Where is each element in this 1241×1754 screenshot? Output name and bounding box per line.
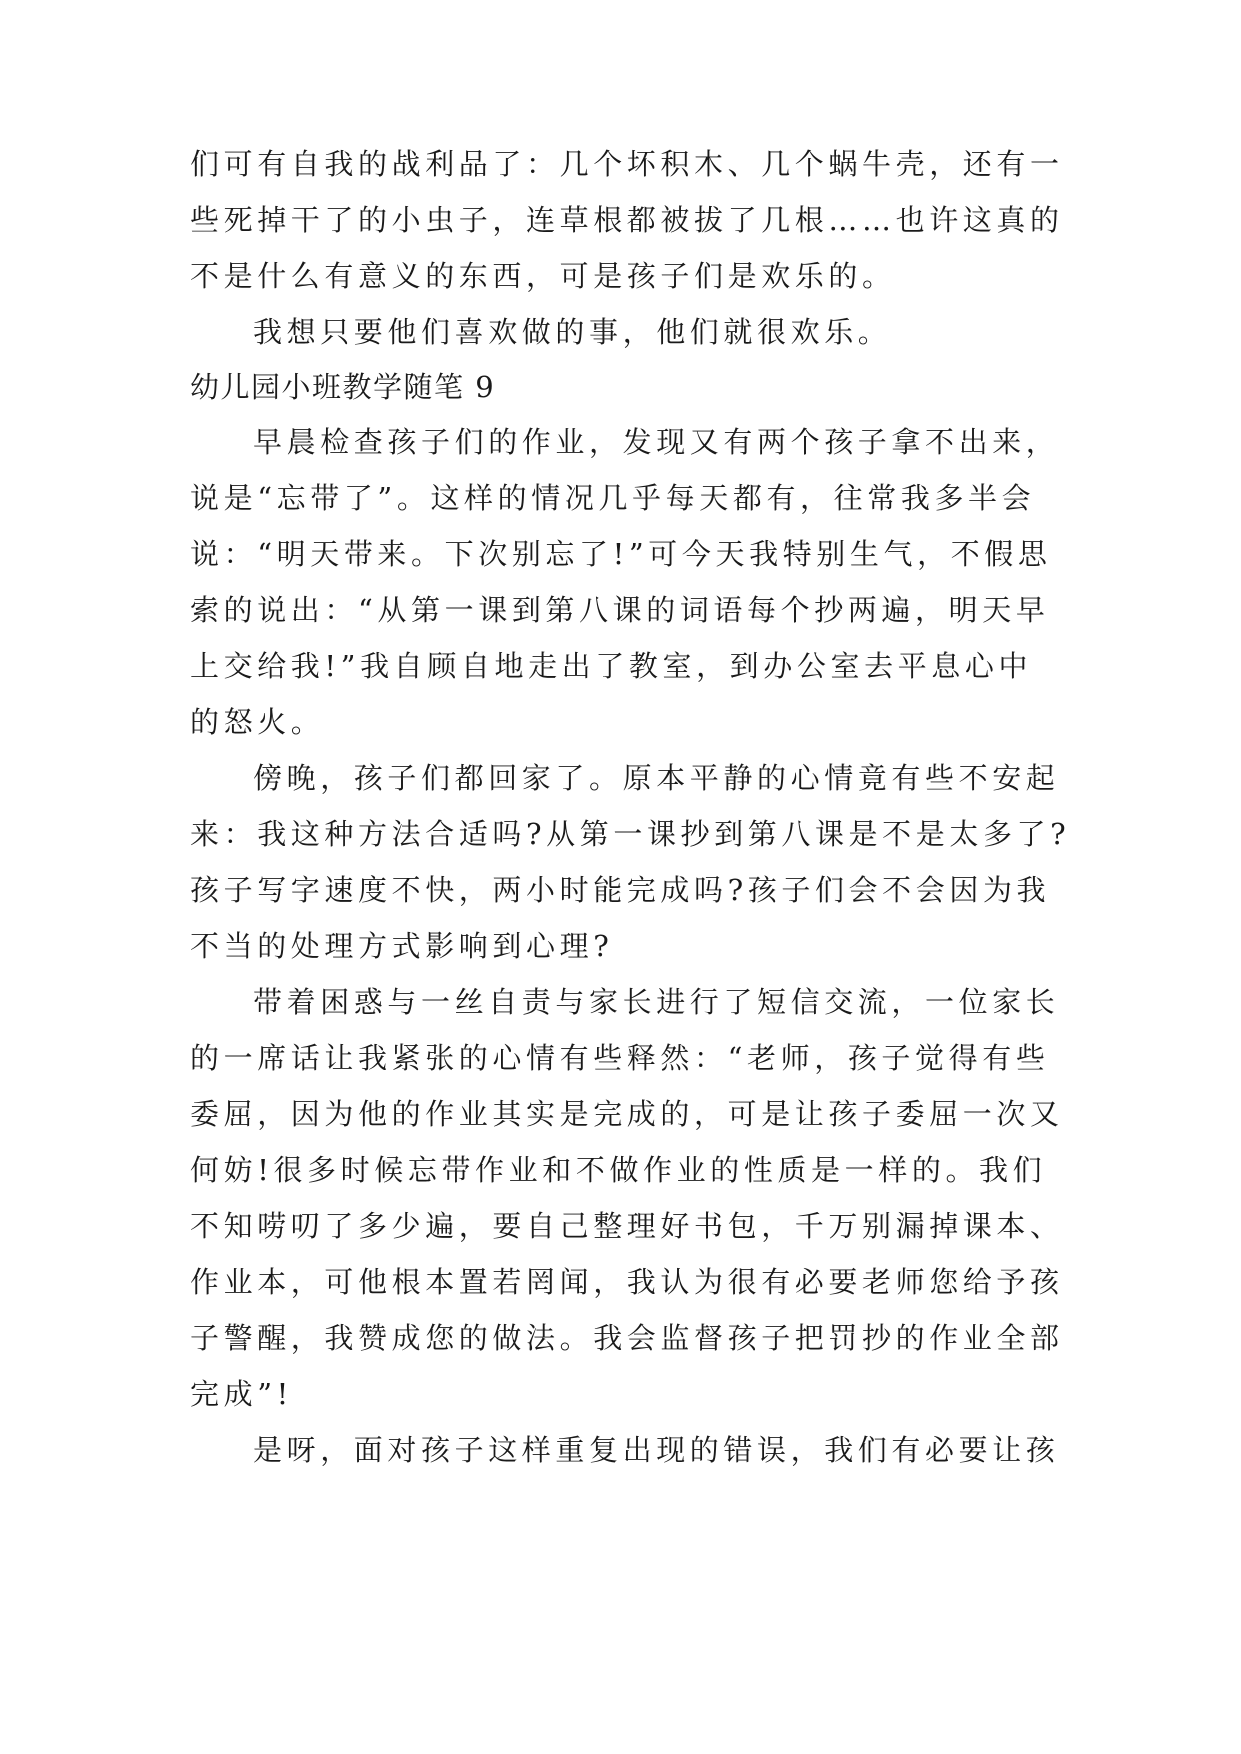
paragraph-line: 不知唠叨了多少遍，要自己整理好书包，千万别漏掉课本、 [190, 1209, 1064, 1243]
paragraph-line: 说：“明天带来。下次别忘了!”可今天我特别生气，不假思 [190, 537, 1052, 571]
paragraph-line: 作业本，可他根本置若罔闻，我认为很有必要老师您给予孩 [190, 1265, 1064, 1299]
paragraph-line: 委屈，因为他的作业其实是完成的，可是让孩子委屈一次又 [190, 1097, 1064, 1131]
paragraph-line: 何妨!很多时候忘带作业和不做作业的性质是一样的。我们 [190, 1153, 1047, 1187]
paragraph-line: 傍晚，孩子们都回家了。原本平静的心情竟有些不安起 [253, 761, 1060, 795]
paragraph-line: 说是“忘带了”。这样的情况几乎每天都有，往常我多半会 [190, 481, 1036, 515]
paragraph-line: 上交给我!”我自顾自地走出了教室，到办公室去平息心中 [190, 649, 1033, 683]
paragraph-line: 的怒火。 [190, 705, 325, 739]
section-heading: 幼儿园小班教学随笔 9 [190, 370, 496, 404]
paragraph-line: 孩子写字速度不快，两小时能完成吗?孩子们会不会因为我 [190, 873, 1051, 907]
paragraph-line: 不当的处理方式影响到心理? [190, 929, 614, 963]
paragraph-line: 子警醒，我赞成您的做法。我会监督孩子把罚抄的作业全部 [190, 1321, 1064, 1355]
paragraph-line: 完成”! [190, 1377, 293, 1411]
paragraph-line: 索的说出：“从第一课到第八课的词语每个抄两遍，明天早 [190, 593, 1050, 627]
paragraph-line: 带着困惑与一丝自责与家长进行了短信交流，一位家长 [253, 985, 1060, 1019]
paragraph-line: 些死掉干了的小虫子，连草根都被拔了几根……也许这真的 [190, 203, 1064, 237]
paragraph-line: 我想只要他们喜欢做的事，他们就很欢乐。 [253, 315, 892, 349]
paragraph-line: 是呀，面对孩子这样重复出现的错误，我们有必要让孩 [253, 1433, 1060, 1467]
paragraph-line: 们可有自我的战利品了：几个坏积木、几个蜗牛壳，还有一 [190, 147, 1064, 181]
paragraph-line: 早晨检查孩子们的作业，发现又有两个孩子拿不出来， [253, 425, 1060, 459]
paragraph-line: 不是什么有意义的东西，可是孩子们是欢乐的。 [190, 259, 896, 293]
paragraph-line: 的一席话让我紧张的心情有些释然：“老师，孩子觉得有些 [190, 1041, 1050, 1075]
paragraph-line: 来：我这种方法合适吗?从第一课抄到第八课是不是太多了? [190, 817, 1071, 851]
